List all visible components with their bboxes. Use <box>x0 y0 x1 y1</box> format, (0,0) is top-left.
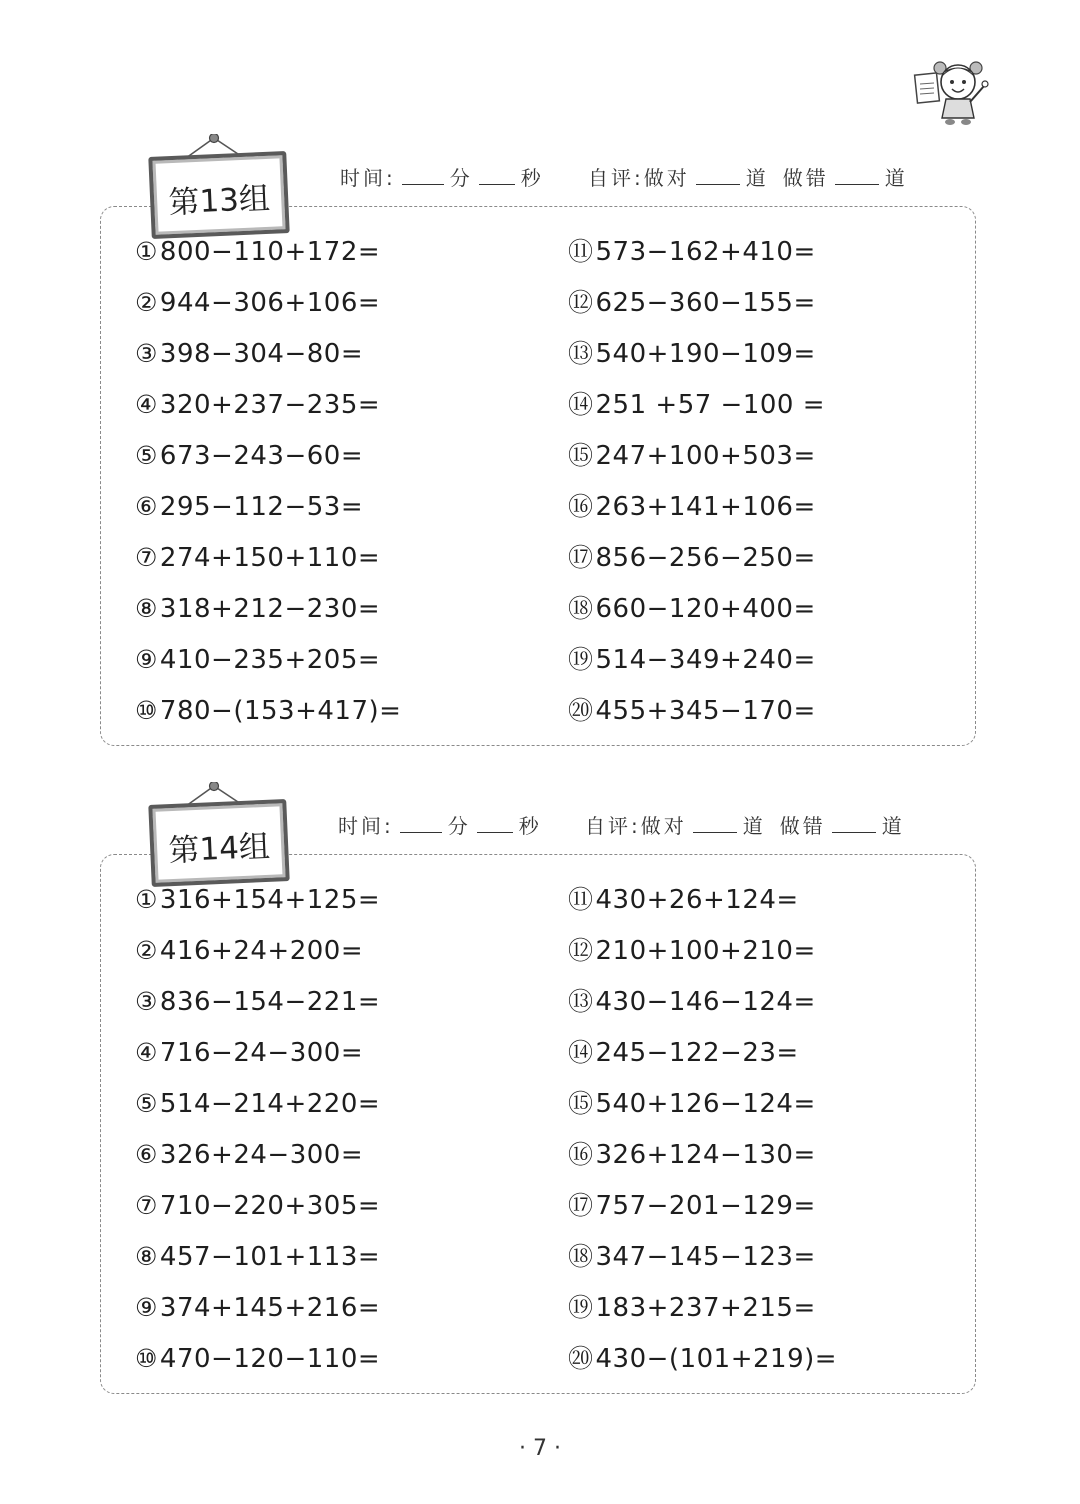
problem-item <box>135 234 380 270</box>
problem-expression: 514−214+220= <box>159 1089 381 1119</box>
problem-number: ⑨ <box>135 1293 158 1322</box>
problem-expression: 780−(153+417)= <box>159 696 402 726</box>
problem-expression: 716−24−300= <box>159 1038 364 1068</box>
problem-item <box>568 984 816 1020</box>
problem-item <box>568 387 825 423</box>
problem-item <box>568 933 816 969</box>
problem-number: ⑪ <box>568 885 594 914</box>
problem-expression: 710−220+305= <box>159 1191 381 1221</box>
problem-number: ⑮ <box>568 441 594 470</box>
correct-unit: 道 <box>742 814 766 838</box>
problem-number: ⑦ <box>135 1191 158 1220</box>
problem-expression: 540+126−124= <box>595 1089 816 1119</box>
problem-number: ⑳ <box>568 696 594 725</box>
problem-number: ⑩ <box>135 696 158 725</box>
problem-expression: 540+190−109= <box>595 339 816 369</box>
problem-number: ⑭ <box>568 1038 594 1067</box>
problem-expression: 274+150+110= <box>159 543 381 573</box>
problem-expression: 944−306+106= <box>159 288 381 318</box>
problem-expression: 326+124−130= <box>595 1140 816 1170</box>
group-sign <box>148 782 288 874</box>
section-group-13 <box>0 134 1080 774</box>
problem-item <box>568 336 816 372</box>
problem-expression: 660−120+400= <box>595 594 816 624</box>
problem-expression: 316+154+125= <box>159 885 381 915</box>
problem-expression: 410−235+205= <box>159 645 381 675</box>
problem-item <box>135 984 380 1020</box>
problem-item <box>568 1188 816 1224</box>
problem-number: ⑯ <box>568 492 594 521</box>
time-label: 时间: <box>338 814 394 838</box>
problem-number: ② <box>135 288 158 317</box>
correct-label: 自评:做对 <box>588 166 690 190</box>
problem-expression: 673−243−60= <box>159 441 364 471</box>
problem-number: ⑥ <box>135 492 158 521</box>
problem-number: ⑨ <box>135 645 158 674</box>
self-evaluation <box>588 162 908 191</box>
girl-with-test-paper-illustration <box>912 52 996 128</box>
problem-item <box>135 387 380 423</box>
problem-number: ③ <box>135 987 158 1016</box>
problem-number: ⑰ <box>568 1191 594 1220</box>
problem-expression: 757−201−129= <box>595 1191 816 1221</box>
problem-item <box>568 489 816 525</box>
problem-item <box>135 693 401 729</box>
problem-item <box>135 540 380 576</box>
problem-number: ② <box>135 936 158 965</box>
problem-number: ① <box>135 885 158 914</box>
problem-item <box>568 1239 816 1275</box>
problem-expression: 430−146−124= <box>595 987 816 1017</box>
problem-item <box>568 285 816 321</box>
problem-expression: 326+24−300= <box>159 1140 364 1170</box>
problem-number: ⑰ <box>568 543 594 572</box>
problem-number: ⑫ <box>568 936 594 965</box>
problem-expression: 247+100+503= <box>595 441 816 471</box>
problem-number: ⑭ <box>568 390 594 419</box>
group-title-board <box>148 799 289 887</box>
problem-expression: 245−122−23= <box>595 1038 799 1068</box>
problem-expression: 210+100+210= <box>595 936 816 966</box>
correct-label: 自评:做对 <box>585 814 687 838</box>
problem-expression: 320+237−235= <box>159 390 381 420</box>
page-number: · 7 · <box>519 1436 561 1461</box>
problem-expression: 430−(101+219)= <box>595 1344 838 1374</box>
problem-item <box>568 1035 799 1071</box>
problem-number: ⑦ <box>135 543 158 572</box>
group-title: 第14组 <box>167 828 271 870</box>
problem-expression: 263+141+106= <box>595 492 816 522</box>
minutes-label: 分 <box>447 814 471 838</box>
minutes-blank[interactable] <box>400 810 442 833</box>
minutes-label: 分 <box>449 166 473 190</box>
problem-expression: 836−154−221= <box>159 987 381 1017</box>
problem-item <box>135 1035 363 1071</box>
wrong-count-blank[interactable] <box>832 810 876 833</box>
problem-item <box>568 234 816 270</box>
problem-expression: 573−162+410= <box>595 237 816 267</box>
problem-expression: 800−110+172= <box>159 237 381 267</box>
group-title-board <box>148 151 289 239</box>
problem-number: ① <box>135 237 158 266</box>
time-record <box>338 810 542 839</box>
problem-item <box>568 1137 816 1173</box>
problem-number: ④ <box>135 1038 158 1067</box>
problem-expression: 430+26+124= <box>595 885 799 915</box>
problem-number: ⑪ <box>568 237 594 266</box>
problem-item <box>135 591 380 627</box>
problem-number: ⑱ <box>568 594 594 623</box>
problem-number: ④ <box>135 390 158 419</box>
wrong-unit: 道 <box>884 166 908 190</box>
minutes-blank[interactable] <box>402 162 444 185</box>
problem-number: ⑮ <box>568 1089 594 1118</box>
group-sign <box>148 134 288 226</box>
problem-expression: 347−145−123= <box>595 1242 816 1272</box>
problem-number: ⑬ <box>568 987 594 1016</box>
correct-count-blank[interactable] <box>693 810 737 833</box>
problem-number: ⑱ <box>568 1242 594 1271</box>
problem-item <box>135 1188 380 1224</box>
problem-item <box>135 882 380 918</box>
seconds-label: 秒 <box>520 166 544 190</box>
problem-item <box>135 438 363 474</box>
problem-item <box>135 1290 380 1326</box>
problem-item <box>135 933 363 969</box>
group-title: 第13组 <box>167 180 271 222</box>
problem-expression: 251 +57 −100 = <box>595 390 826 420</box>
wrong-label: 做错 <box>782 166 829 190</box>
problem-item <box>135 642 380 678</box>
problem-item <box>135 1086 380 1122</box>
problem-number: ⑲ <box>568 645 594 674</box>
problem-expression: 318+212−230= <box>159 594 381 624</box>
problem-number: ⑧ <box>135 594 158 623</box>
problem-item <box>568 438 816 474</box>
problem-item <box>135 336 363 372</box>
correct-unit: 道 <box>745 166 769 190</box>
problem-item <box>135 285 380 321</box>
problem-item <box>568 642 816 678</box>
problem-number: ⑧ <box>135 1242 158 1271</box>
problem-expression: 470−120−110= <box>159 1344 381 1374</box>
time-record <box>340 162 544 191</box>
problem-expression: 416+24+200= <box>159 936 364 966</box>
section-group-14 <box>0 782 1080 1422</box>
seconds-blank[interactable] <box>477 810 513 833</box>
wrong-unit: 道 <box>881 814 905 838</box>
problem-number: ⑫ <box>568 288 594 317</box>
problem-expression: 398−304−80= <box>159 339 364 369</box>
problem-item <box>568 693 816 729</box>
seconds-blank[interactable] <box>479 162 515 185</box>
problem-item <box>135 489 363 525</box>
wrong-count-blank[interactable] <box>835 162 879 185</box>
problem-number: ③ <box>135 339 158 368</box>
problem-number: ⑩ <box>135 1344 158 1373</box>
problem-number: ⑤ <box>135 441 158 470</box>
problem-item <box>568 1086 816 1122</box>
problem-expression: 625−360−155= <box>595 288 816 318</box>
self-evaluation <box>585 810 905 839</box>
problem-item <box>568 882 799 918</box>
problem-item <box>135 1239 380 1275</box>
problem-number: ⑯ <box>568 1140 594 1169</box>
problem-item <box>135 1341 380 1377</box>
problem-item <box>568 1341 837 1377</box>
problem-number: ⑤ <box>135 1089 158 1118</box>
problem-number: ⑳ <box>568 1344 594 1373</box>
problem-item <box>568 1290 816 1326</box>
problem-expression: 455+345−170= <box>595 696 816 726</box>
time-label: 时间: <box>340 166 396 190</box>
seconds-label: 秒 <box>518 814 542 838</box>
problem-item <box>135 1137 363 1173</box>
problem-expression: 514−349+240= <box>595 645 816 675</box>
problem-item <box>568 540 816 576</box>
correct-count-blank[interactable] <box>696 162 740 185</box>
problem-number: ⑥ <box>135 1140 158 1169</box>
problem-expression: 295−112−53= <box>159 492 364 522</box>
problem-expression: 374+145+216= <box>159 1293 381 1323</box>
problem-item <box>568 591 816 627</box>
problem-expression: 856−256−250= <box>595 543 816 573</box>
problem-number: ⑬ <box>568 339 594 368</box>
wrong-label: 做错 <box>779 814 826 838</box>
problem-number: ⑲ <box>568 1293 594 1322</box>
problem-expression: 457−101+113= <box>159 1242 381 1272</box>
problem-expression: 183+237+215= <box>595 1293 816 1323</box>
